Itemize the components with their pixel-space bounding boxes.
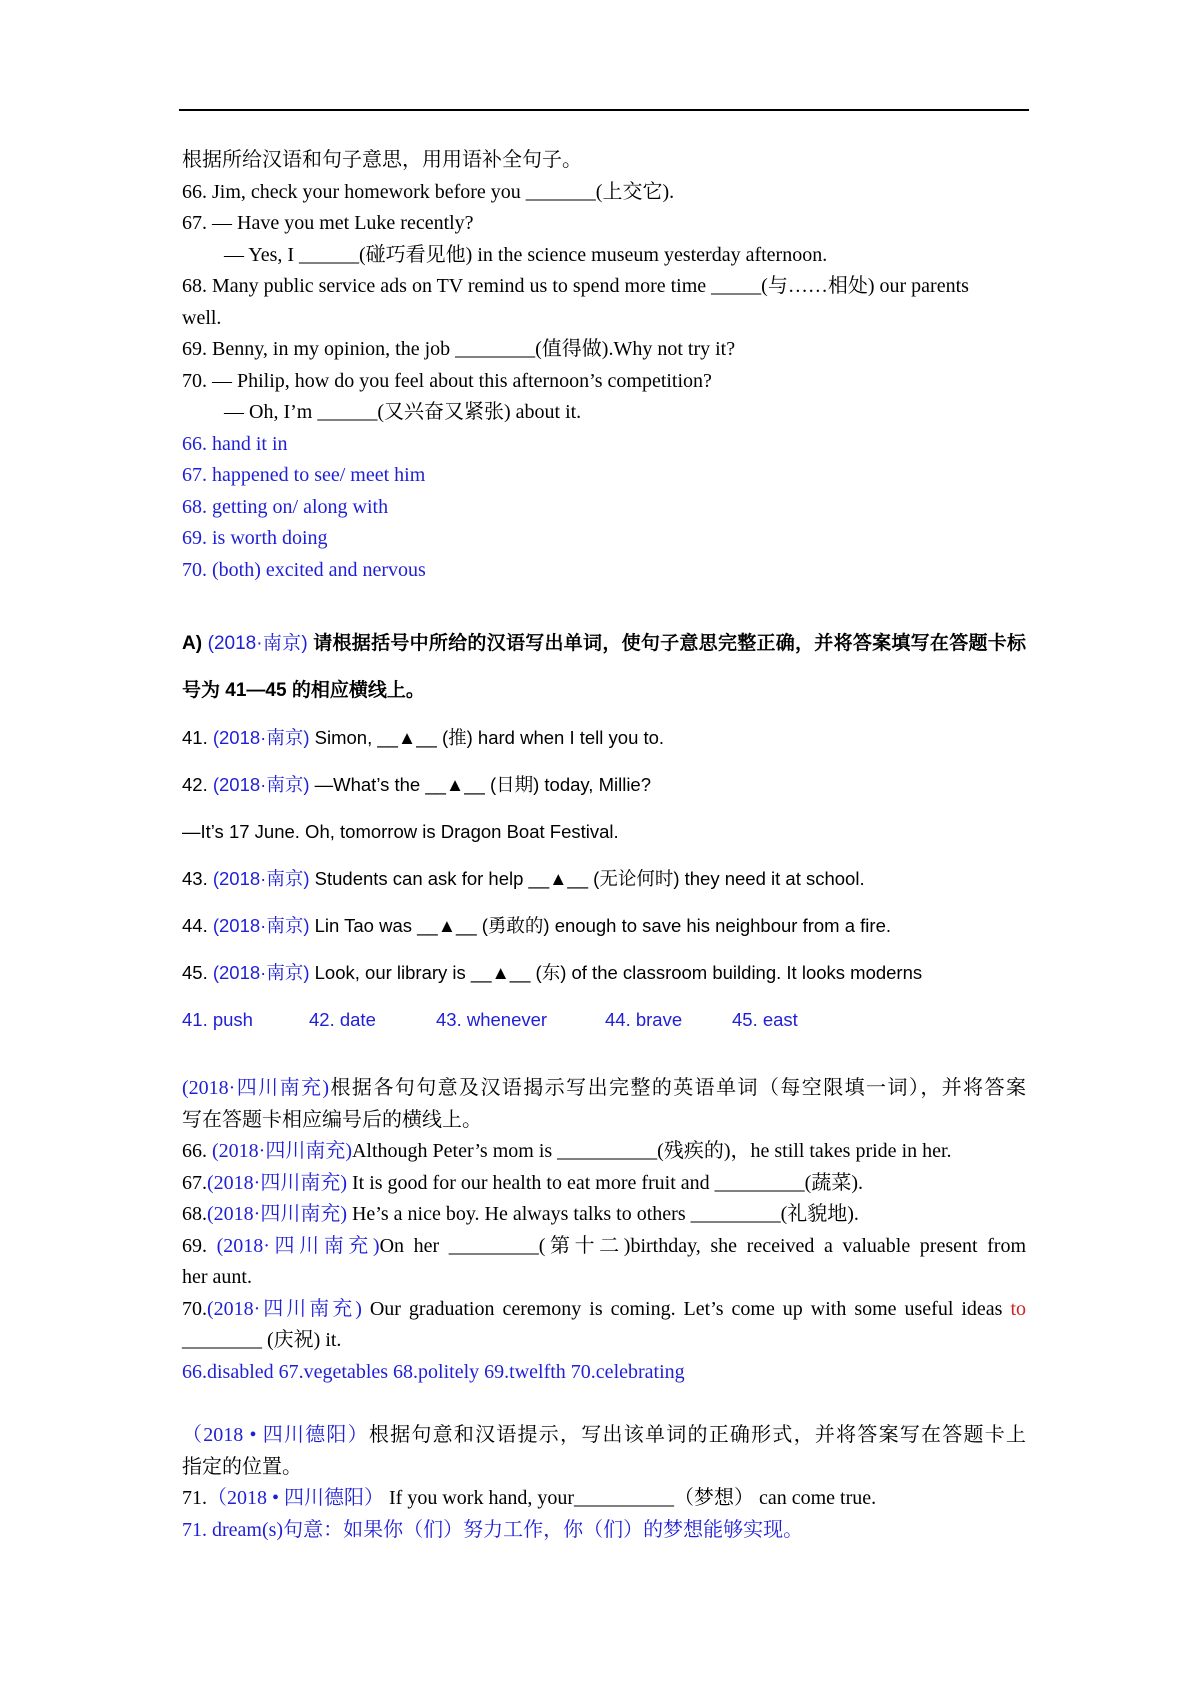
question-number: 45.: [182, 962, 208, 983]
question-67-b: [182, 1168, 1026, 1200]
question-44: [182, 902, 1026, 949]
question-number: 68.: [182, 1203, 207, 1225]
section-3-instruction-line-2: 写在答题卡相应编号后的横线上。: [182, 1108, 482, 1131]
question-text: Our graduation ceremony is coming. Let’s come up with some useful ideas: [361, 1297, 1011, 1320]
question-text: On her _________(第十二)birthday, she received a valuable present from: [379, 1234, 1027, 1257]
question-70-line-1: 70. — Philip, how do you feel about this afternoon’s competition?: [182, 369, 712, 392]
instruction-text: 根据各句句意及汉语揭示写出完整的英语单词（每空限填一词），并将答案: [329, 1077, 1027, 1099]
question-45: [182, 949, 1026, 996]
question-42: [182, 761, 1026, 808]
answer-42: 42. date: [309, 1009, 376, 1030]
source-tag: (2018·四川南充): [207, 1297, 362, 1320]
question-67-line-2: — Yes, I ______(碰巧看见他) in the science museum yesterday afternoon.: [224, 243, 828, 266]
section-3: [182, 1073, 1026, 1388]
answer-66: 66. hand it in: [182, 432, 288, 455]
section-2: [182, 620, 1026, 1043]
answer-71: 71. dream(s)句意：如果你（们）努力工作，你（们）的梦想能够实现。: [182, 1518, 804, 1541]
source-tag: (2018·四川南充): [216, 1234, 380, 1257]
answer-41: 41. push: [182, 1009, 253, 1030]
source-tag: (2018·南京): [207, 633, 308, 654]
question-66-b: [182, 1136, 1026, 1168]
source-tag: (2018·南京): [212, 962, 310, 983]
section-4-instruction-line-1: [182, 1420, 1026, 1452]
header-rule: [179, 109, 1029, 111]
question-text: —What’s the __▲__ (日期) today, Millie?: [314, 774, 652, 795]
question-42-reply: —It’s 17 June. Oh, tomorrow is Dragon Boat Festival.: [182, 821, 619, 842]
question-43: [182, 855, 1026, 902]
section-3-instruction-line-1: [182, 1073, 1026, 1105]
answer-69: 69. is worth doing: [182, 527, 328, 549]
source-tag: (2018·南京): [212, 774, 310, 795]
source-tag: (2018·四川南充): [212, 1140, 352, 1162]
section-1: [182, 145, 1026, 586]
section-4: [182, 1420, 1026, 1546]
question-number: 69.: [182, 1234, 217, 1257]
section-2-label: A): [182, 633, 203, 654]
question-number: 42.: [182, 774, 208, 795]
answer-70: 70. (both) excited and nervous: [182, 558, 426, 581]
answer-67: 67. happened to see/ meet him: [182, 464, 426, 486]
question-number: 67.: [182, 1171, 207, 1194]
question-text: He’s a nice boy. He always talks to others _________(礼貌地).: [346, 1203, 859, 1225]
source-tag: （2018 • 四川德阳）: [182, 1424, 369, 1446]
question-number: 71.: [182, 1487, 207, 1509]
question-text: Lin Tao was __▲__ (勇敢的) enough to save his neighbour from a fire.: [314, 915, 891, 936]
source-tag: (2018·四川南充): [207, 1203, 347, 1225]
section-1-instruction: 根据所给汉语和句子意思，用用语补全句子。: [182, 149, 582, 171]
section-2-answers: [182, 996, 1026, 1043]
answer-68: 68. getting on/ along with: [182, 495, 389, 518]
highlighted-word: to: [1010, 1297, 1026, 1320]
question-68-line-2: well.: [182, 306, 222, 329]
question-67-line-1: 67. — Have you met Luke recently?: [182, 212, 474, 234]
question-41: [182, 714, 1026, 761]
question-69-b: [182, 1231, 1026, 1263]
source-tag: (2018·南京): [212, 727, 310, 748]
question-text: Students can ask for help __▲__ (无论何时) they need it at school.: [314, 868, 865, 889]
source-tag: (2018·南京): [212, 915, 310, 936]
source-tag: (2018·四川南充): [207, 1171, 347, 1194]
section-3-answers: 66.disabled 67.vegetables 68.politely 69.twelfth 70.celebrating: [182, 1360, 685, 1383]
question-text: Look, our library is __▲__ (东) of the classroom building. It looks moderns: [314, 962, 923, 983]
document-content: [182, 145, 1026, 1546]
instruction-text: 根据句意和汉语提示，写出该单词的正确形式，并将答案写在答题卡上: [368, 1424, 1026, 1446]
question-71: [182, 1483, 1026, 1515]
question-text: If you work hand, your__________（梦想） can come true.: [384, 1487, 877, 1509]
question-number: 66.: [182, 1140, 212, 1162]
question-number: 70.: [182, 1297, 207, 1320]
question-69: 69. Benny, in my opinion, the job ________(值得做).Why not try it?: [182, 338, 736, 360]
answer-43: 43. whenever: [436, 1009, 548, 1030]
question-number: 41.: [182, 727, 208, 748]
answer-45: 45. east: [732, 1009, 798, 1030]
question-69-b-line-2: her aunt.: [182, 1266, 252, 1288]
source-tag: (2018·四川南充): [182, 1077, 330, 1099]
question-text: Simon, __▲__ (推) hard when I tell you to.: [314, 727, 665, 748]
question-70-b: [182, 1294, 1026, 1326]
question-text: It is good for our health to eat more fruit and _________(蔬菜).: [346, 1171, 863, 1194]
source-tag: (2018·南京): [212, 868, 310, 889]
question-number: 44.: [182, 915, 208, 936]
question-68-b: [182, 1199, 1026, 1231]
section-2-text: 请根据括号中所给的汉语写出单词，使句子意思完整正确，并将答案填写在答题卡标号为 41—45 的相应横线上。: [182, 633, 1027, 701]
source-tag: （2018 • 四川德阳）: [207, 1487, 385, 1509]
question-68-line-1: 68. Many public service ads on TV remind us to spend more time _____(与……相处) our parents: [182, 275, 969, 297]
question-66: 66. Jim, check your homework before you _______(上交它).: [182, 180, 675, 203]
answer-44: 44. brave: [605, 1009, 683, 1030]
question-text: Although Peter’s mom is __________(残疾的)，he still takes pride in her.: [351, 1140, 952, 1162]
question-number: 43.: [182, 868, 208, 889]
question-70-b-line-2: ________ (庆祝) it.: [182, 1329, 342, 1351]
question-70-line-2: — Oh, I’m ______(又兴奋又紧张) about it.: [224, 401, 582, 423]
section-2-instruction: [182, 620, 1026, 714]
section-4-instruction-line-2: 指定的位置。: [182, 1455, 302, 1478]
